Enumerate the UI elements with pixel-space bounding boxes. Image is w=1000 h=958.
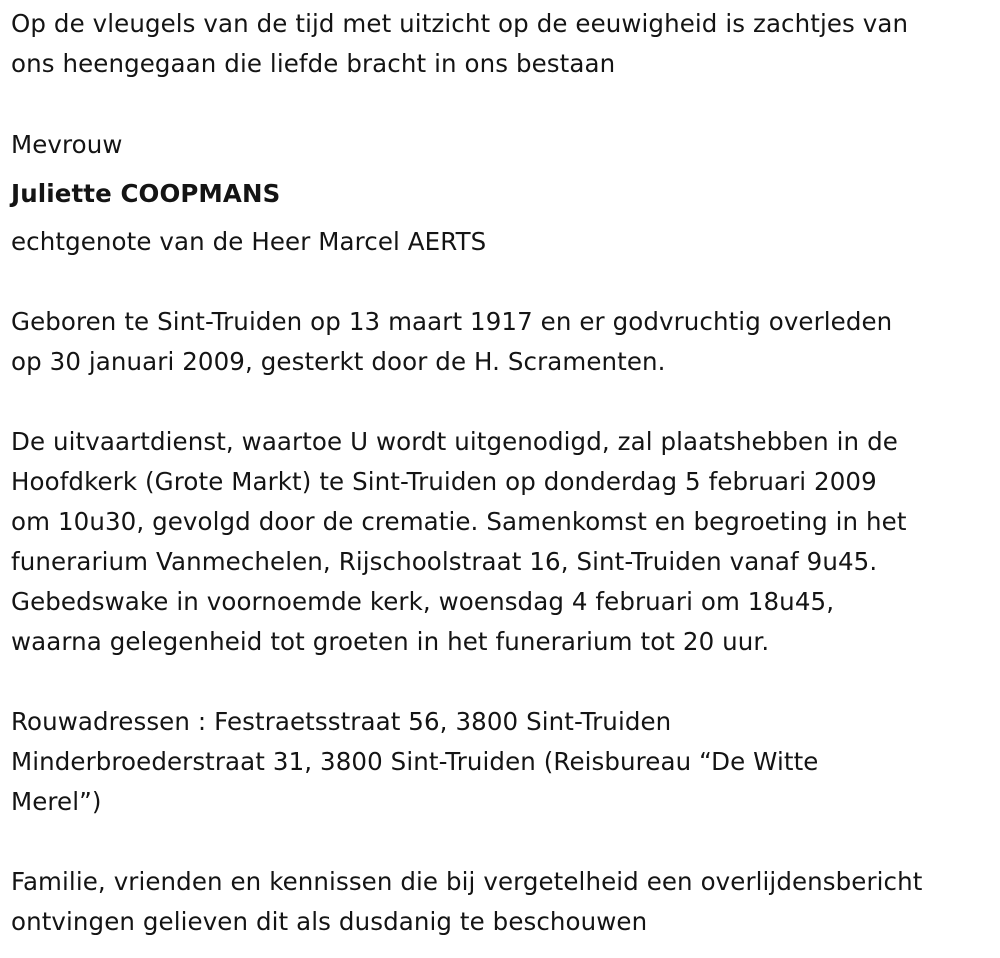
spacer [11,382,991,422]
intro-line: ons heengegaan die liefde bracht in ons bestaan [11,49,616,78]
intro-paragraph [11,4,991,84]
address-line: Rouwadressen : Festraetsstraat 56, 3800 Sint-Truiden [11,707,672,736]
address-line: Minderbroederstraat 31, 3800 Sint-Truiden (Reisbureau “De Witte [11,747,819,776]
spacer [11,84,991,124]
spacer [11,662,991,702]
address-line: Merel”) [11,787,102,816]
spacer [11,262,991,302]
spouse-line: echtgenote van de Heer Marcel AERTS [11,227,487,256]
funeral-line: funerarium Vanmechelen, Rijschoolstraat 16, Sint-Truiden vanaf 9u45. [11,547,878,576]
honorific: Mevrouw [11,130,123,159]
addresses-paragraph [11,702,991,822]
birth-death-line: op 30 januari 2009, gesterkt door de H. Scramenten. [11,347,666,376]
closing-line: ontvingen gelieven dit als dusdanig te beschouwen [11,907,648,936]
funeral-line: waarna gelegenheid tot groeten in het funerarium tot 20 uur. [11,627,770,656]
funeral-line: De uitvaartdienst, waartoe U wordt uitgenodigd, zal plaatshebben in de [11,427,898,456]
birth-death-line: Geboren te Sint-Truiden op 13 maart 1917 en er godvruchtig overleden [11,307,893,336]
deceased-name: Juliette COOPMANS [11,179,281,208]
funeral-line: Hoofdkerk (Grote Markt) te Sint-Truiden op donderdag 5 februari 2009 [11,467,877,496]
spacer [11,822,991,862]
funeral-line: Gebedswake in voornoemde kerk, woensdag 4 februari om 18u45, [11,587,835,616]
funeral-line: om 10u30, gevolgd door de crematie. Samenkomst en begroeting in het [11,507,907,536]
closing-line: Familie, vrienden en kennissen die bij vergetelheid een overlijdensbericht [11,867,923,896]
birth-death-paragraph [11,302,991,382]
intro-line: Op de vleugels van de tijd met uitzicht op de eeuwigheid is zachtjes van [11,9,909,38]
closing-paragraph [11,862,991,942]
funeral-paragraph [11,422,991,662]
obituary-notice [11,4,991,942]
